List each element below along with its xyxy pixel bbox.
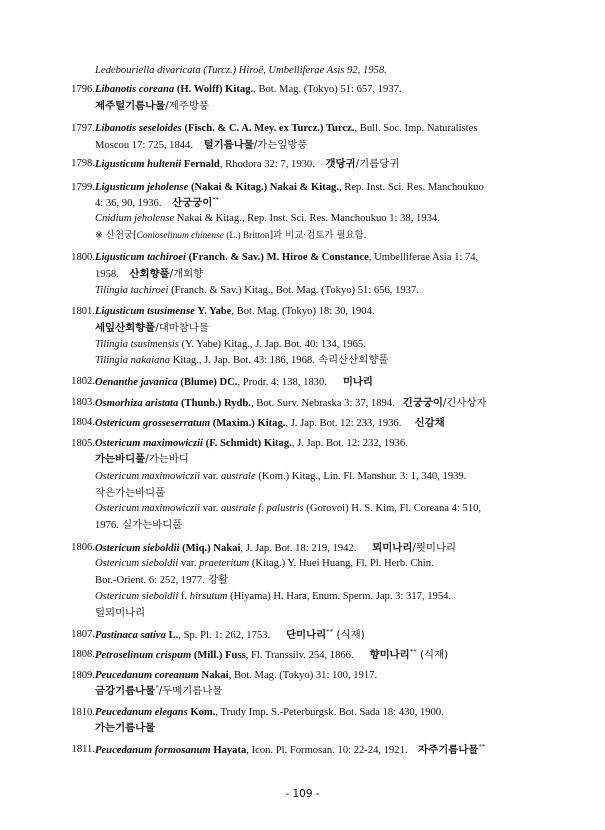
species-author: (Blume) DC. bbox=[180, 377, 238, 388]
species-name: Peucedanum formosanum bbox=[95, 745, 211, 756]
synonym-korean: 털뫼미나리 bbox=[95, 607, 146, 619]
korean-alt-name: /개회향 bbox=[169, 268, 204, 280]
entry-1801-synonym-2 bbox=[95, 353, 388, 368]
synonym-ref: (Kom.) Kitag., Lin. Fl. Manshur. 3: 1, 340, 1939. bbox=[255, 471, 467, 482]
korean-alt-name: /가는바디 bbox=[145, 453, 189, 465]
synonym-korean: 작은가는바디풀 bbox=[95, 487, 166, 499]
entry-1805-synonym-1-korean bbox=[95, 486, 165, 501]
species-author: (Nakai & Kitag.) Nakai & Kitag. bbox=[190, 182, 339, 193]
entry-number: 1806. bbox=[71, 542, 95, 553]
note-text-end: ]과 비교·검토가 필요함. bbox=[269, 230, 367, 241]
species-author: (Franch. & Sav.) M. Hiroe & Constance bbox=[188, 252, 369, 263]
synonym-korean: 실가는바디풀 bbox=[118, 519, 183, 531]
korean-alt-name: /긴사상자 bbox=[442, 397, 487, 409]
synonym-ref: (Hiyama) H. Hara, Enum. Sperm. Jap. 3: 317, 1954. bbox=[227, 591, 452, 602]
entry-number: 1809. bbox=[71, 670, 95, 681]
species-name: Pastinaca sativa bbox=[95, 630, 166, 641]
entry-number: 1807. bbox=[71, 629, 95, 640]
species-author: Kom. bbox=[190, 707, 216, 718]
entry-number: 1804. bbox=[71, 417, 95, 428]
marker: * bbox=[155, 684, 159, 692]
reference: , Icon. Pl. Formosan. 10: 22-24, 1921. bbox=[246, 745, 408, 756]
synonym-name: Ostericum sieboldii bbox=[95, 558, 179, 569]
species-name: Libanotis seseloides bbox=[95, 123, 182, 134]
entry-1799-line2 bbox=[95, 196, 219, 211]
synonym-ref-cont: Bor.-Orient. 6: 252, 1977. bbox=[95, 575, 205, 586]
korean-name: 세잎산회향풀 bbox=[95, 322, 156, 334]
korean-name: 금강기름나물 bbox=[95, 685, 156, 697]
korean-alt-name: /기름당귀 bbox=[355, 158, 400, 170]
species-name: Ligusticum hultenii bbox=[95, 159, 182, 170]
reference: , Prodr. 4: 138, 1830. bbox=[237, 377, 327, 388]
page-number: - 109 - bbox=[285, 788, 320, 800]
entry-1809-korean bbox=[95, 684, 222, 699]
entry-1799-note bbox=[95, 229, 367, 243]
reference-cont: 4: 36, 90, 1936. bbox=[95, 198, 162, 209]
korean-name: 뫼미나리 bbox=[372, 542, 413, 554]
synonym-epithet: australe bbox=[220, 471, 256, 482]
species-name: Petroselinum crispum bbox=[95, 650, 192, 661]
reference: , Sp. Pl. 1: 262, 1753. bbox=[178, 630, 271, 641]
synonym-name: Tilingia tachiroei bbox=[95, 285, 169, 296]
reference: , J. Jap. Bot. 12: 232, 1936. bbox=[291, 438, 408, 449]
synonym-name: Ostericum maximowiczii bbox=[95, 503, 201, 514]
korean-name: 가는기름나물 bbox=[95, 722, 156, 734]
species-author: (Maxim.) Kitag. bbox=[212, 418, 286, 429]
entry-1800-line2 bbox=[95, 267, 203, 282]
synonym-ref: (Y. Yabe) Kitag., J. Jap. Bot. 40: 134, 1965. bbox=[178, 339, 366, 350]
entry-1801-synonym-1 bbox=[95, 338, 366, 352]
continuation-entry bbox=[95, 64, 387, 78]
species-name: Ligusticum tachiroei bbox=[95, 252, 186, 263]
note-species: Conioselinum chinense bbox=[136, 231, 224, 241]
entry-number: 1798. bbox=[71, 158, 95, 169]
entry-number: 1796. bbox=[71, 84, 95, 95]
species-name: Peucedanum coreanum bbox=[95, 670, 199, 681]
species-author: (Miq.) Nakai bbox=[182, 543, 241, 554]
reference: , Bull. Soc. Imp. Naturalistes bbox=[354, 123, 478, 134]
reference: , J. Jap. Bot. 12: 233, 1936. bbox=[285, 418, 402, 429]
entry-number: 1802. bbox=[71, 376, 95, 387]
cultivated-note: (식재) bbox=[333, 629, 365, 641]
reference: , Bot. Mag. (Tokyo) 18: 30, 1904. bbox=[231, 306, 375, 317]
entry-1806-synonym-1-line2 bbox=[95, 573, 228, 588]
korean-alt-name: /두메기름나물 bbox=[158, 685, 223, 697]
synonym-name: Tilingia nakaiana bbox=[95, 355, 171, 366]
synonym-ref: (Gorovoi) H. S. Kim, Fl. Coreana 4: 510, bbox=[303, 503, 482, 514]
species-author: (Mill.) Fuss bbox=[193, 650, 246, 661]
synonym-epithet: hirsutum bbox=[189, 591, 228, 602]
entry-1806-synonym-1 bbox=[95, 557, 434, 571]
species-author: (Thunb.) Rydb. bbox=[180, 398, 251, 409]
korean-name: 향미나리 bbox=[369, 649, 410, 661]
reference: , Umbelliferae Asia 1: 74, bbox=[368, 252, 479, 263]
korean-name: 산회향풀 bbox=[129, 268, 170, 280]
synonym-korean: 강활 bbox=[204, 574, 229, 586]
synonym-ref: (Franch. & Sav.) Kitag., Bot. Mag. (Tokyo) 51: 656, 1937. bbox=[168, 285, 419, 296]
entry-1796-korean bbox=[95, 99, 209, 114]
species-name: Libanotis coreana bbox=[95, 84, 175, 95]
korean-alt-name: /대마참나물 bbox=[155, 322, 209, 334]
synonym-korean: 속리산산회향풀 bbox=[314, 354, 389, 366]
entry-number: 1810. bbox=[71, 707, 95, 718]
reference-cont: 1958. bbox=[95, 269, 119, 280]
entry-number: 1811. bbox=[71, 744, 95, 755]
species-author: (F. Schmidt) Kitag. bbox=[205, 438, 292, 449]
reference: , Fl. Transsilv. 254, 1866. bbox=[245, 650, 354, 661]
entry-1810-korean bbox=[95, 721, 155, 736]
synonym-name: Tilingia tsusimensis bbox=[95, 339, 179, 350]
species-name: Ligusticum tsusimense bbox=[95, 306, 195, 317]
entry-1801-korean bbox=[95, 321, 209, 336]
reference: , J. Jap. Bot. 18: 219, 1942. bbox=[240, 543, 357, 554]
entry-1806-synonym-2 bbox=[95, 590, 451, 604]
korean-name: 긴궁궁이 bbox=[402, 397, 443, 409]
korean-name: 털기름나물 bbox=[203, 139, 254, 151]
synonym-rank: var. bbox=[200, 503, 221, 514]
synonym-ref-cont: 1976. bbox=[95, 520, 119, 531]
entry-1805-synonym-2 bbox=[95, 502, 481, 516]
korean-name: 산궁궁이 bbox=[172, 197, 213, 209]
entry-1805-korean bbox=[95, 452, 189, 467]
species-name: Ostericum maximowiczii bbox=[95, 438, 204, 449]
entry-number: 1800. bbox=[71, 252, 95, 263]
synonym-rank: f. bbox=[178, 591, 190, 602]
note-text: ※ 산천궁[ bbox=[95, 230, 137, 241]
entry-number: 1808. bbox=[71, 649, 95, 660]
entry-1799-synonym bbox=[95, 212, 440, 226]
entry-number: 1799. bbox=[71, 182, 95, 193]
synonym-name: Cnidium jeholense bbox=[95, 213, 175, 224]
species-author: L. bbox=[168, 630, 179, 641]
species-name: Ligusticum jeholense bbox=[95, 182, 189, 193]
synonym-ref: Nakai & Kitag., Rep. Inst. Sci. Res. Manchoukuo 1: 38, 1934. bbox=[174, 213, 440, 224]
reference-cont: Moscou 17: 725, 1844. bbox=[95, 140, 193, 151]
species-author: Hayata bbox=[213, 745, 247, 756]
species-name: Ostericum sieboldii bbox=[95, 543, 180, 554]
entry-1800-synonym bbox=[95, 284, 419, 298]
species-author: Nakai bbox=[201, 670, 229, 681]
synonym-name: Ostericum maximowiczii bbox=[95, 471, 201, 482]
entry-1805-synonym-2-line2 bbox=[95, 518, 182, 533]
reference: , Bot. Surv. Nebraska 3: 37, 1894. bbox=[250, 398, 395, 409]
entry-1806-synonym-2-korean bbox=[95, 606, 145, 621]
species-name: Ostericum grosseserratum bbox=[95, 418, 211, 429]
species-name: Peucedanum elegans bbox=[95, 707, 188, 718]
species-name: Oenanthe javanica bbox=[95, 377, 178, 388]
species-author: Y. Yabe bbox=[197, 306, 232, 317]
cultivated-note: (식재) bbox=[416, 649, 449, 661]
marker: ** bbox=[212, 196, 220, 204]
synonym-ref: (Kitag.) Y. Huei Huang, Fl. Pl. Herb. Chin. bbox=[249, 558, 434, 569]
species-author: (Fisch. & C. A. Mey. ex Turcz.) Turcz. bbox=[184, 123, 355, 134]
synonym-epithet: australe f. palustris bbox=[220, 503, 304, 514]
species-author: (H. Wolff) Kitag. bbox=[176, 84, 254, 95]
synonym-name: Ostericum sieboldii bbox=[95, 591, 179, 602]
entry-number: 1805. bbox=[71, 438, 95, 449]
species-author: Fernald bbox=[183, 159, 220, 170]
korean-name: 가는바디풀 bbox=[95, 453, 146, 465]
species-name: Osmorhiza aristata bbox=[95, 398, 179, 409]
korean-name: 단미나리 bbox=[286, 629, 327, 641]
korean-name: 미나리 bbox=[342, 376, 373, 388]
korean-name: 제주털기름나물 bbox=[95, 100, 166, 112]
reference: , Bot. Mag. (Tokyo) 31: 100, 1917. bbox=[228, 670, 378, 681]
synonym-line: Ledebouriella divaricata (Turcz.) Hiroë, Umbelliferae Asis 92, 1958. bbox=[95, 65, 387, 76]
entry-number: 1803. bbox=[71, 397, 95, 408]
synonym-rank: var. bbox=[200, 471, 221, 482]
entry-1805-synonym-1 bbox=[95, 470, 466, 484]
korean-name: 자주기름나물 bbox=[418, 744, 479, 756]
reference: , Rep. Inst. Sci. Res. Manchoukuo bbox=[338, 182, 484, 193]
korean-alt-name: /가는잎방풍 bbox=[253, 139, 308, 151]
synonym-rank: var. bbox=[178, 558, 200, 569]
korean-name: 신감채 bbox=[414, 417, 445, 429]
korean-alt-name: /묏미나리 bbox=[412, 542, 457, 554]
entry-1797-line2 bbox=[95, 138, 307, 153]
reference: , Trudy Imp. S.-Peterburgsk. Bot. Sada 18: 430, 1900. bbox=[215, 707, 444, 718]
synonym-ref: Kitag., J. Jap. Bot. 43: 186, 1968. bbox=[170, 355, 315, 366]
korean-alt-name: /제주방풍 bbox=[165, 100, 209, 112]
reference: , Rhodora 32: 7, 1930. bbox=[219, 159, 315, 170]
note-author: (L.) Britton bbox=[223, 231, 270, 241]
korean-name: 갯당귀 bbox=[325, 158, 356, 170]
marker: ** bbox=[478, 743, 486, 751]
marker: ** bbox=[326, 628, 334, 636]
marker: ** bbox=[409, 648, 417, 656]
synonym-epithet: praeteritum bbox=[199, 558, 250, 569]
reference: , Bot. Mag. (Tokyo) 51: 657, 1937. bbox=[253, 84, 402, 95]
entry-number: 1797. bbox=[71, 123, 95, 134]
entry-number: 1801. bbox=[71, 306, 95, 317]
